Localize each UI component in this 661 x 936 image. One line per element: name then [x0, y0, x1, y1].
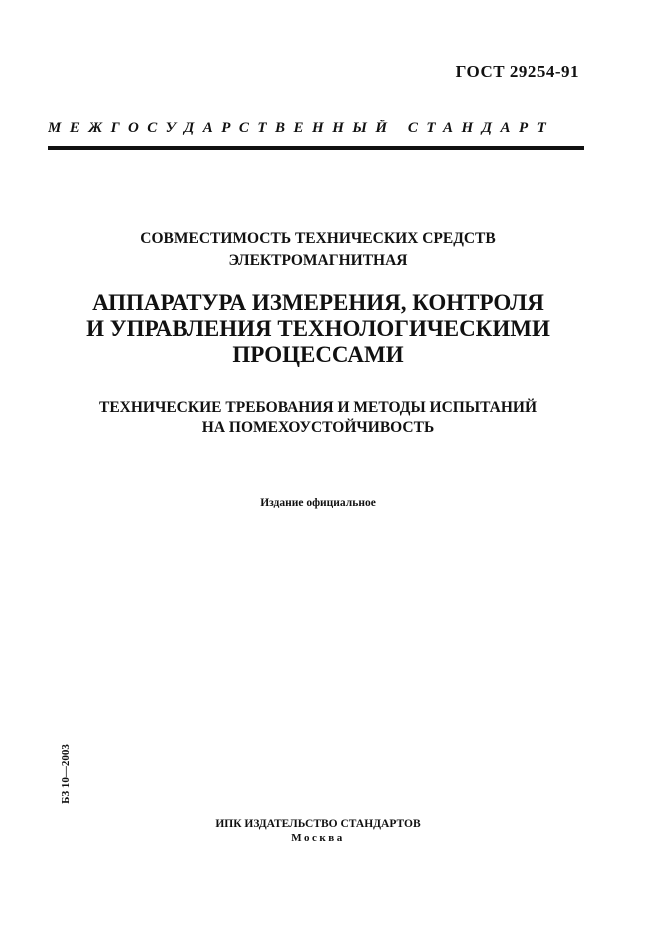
- main-title: [48, 290, 588, 368]
- subtitle-line: СОВМЕСТИМОСТЬ ТЕХНИЧЕСКИХ СРЕДСТВ: [140, 230, 496, 247]
- requirements-subtitle: [48, 398, 588, 438]
- title-line: ПРОЦЕССАМИ: [232, 342, 404, 367]
- title-line: АППАРАТУРА ИЗМЕРЕНИЯ, КОНТРОЛЯ: [92, 290, 544, 315]
- subtitle-line: ЭЛЕКТРОМАГНИТНАЯ: [228, 252, 408, 269]
- publisher: ИПК ИЗДАТЕЛЬСТВО СТАНДАРТОВ: [215, 818, 421, 830]
- interstate-standard-heading: МЕЖГОСУДАРСТВЕННЫЙ СТАНДАРТ: [48, 120, 555, 136]
- subtitle: [48, 228, 588, 272]
- requirements-line: НА ПОМЕХОУСТОЙЧИВОСТЬ: [201, 419, 435, 436]
- publisher-city: Москва: [291, 832, 345, 844]
- title-line: И УПРАВЛЕНИЯ ТЕХНОЛОГИЧЕСКИМИ: [86, 316, 550, 341]
- bz-code: БЗ 10—2003: [60, 744, 72, 804]
- edition-note: Издание официальное: [260, 497, 376, 509]
- heading-divider: [48, 146, 584, 150]
- gost-number: ГОСТ 29254-91: [455, 62, 579, 81]
- requirements-line: ТЕХНИЧЕСКИЕ ТРЕБОВАНИЯ И МЕТОДЫ ИСПЫТАНИЙ: [98, 399, 537, 416]
